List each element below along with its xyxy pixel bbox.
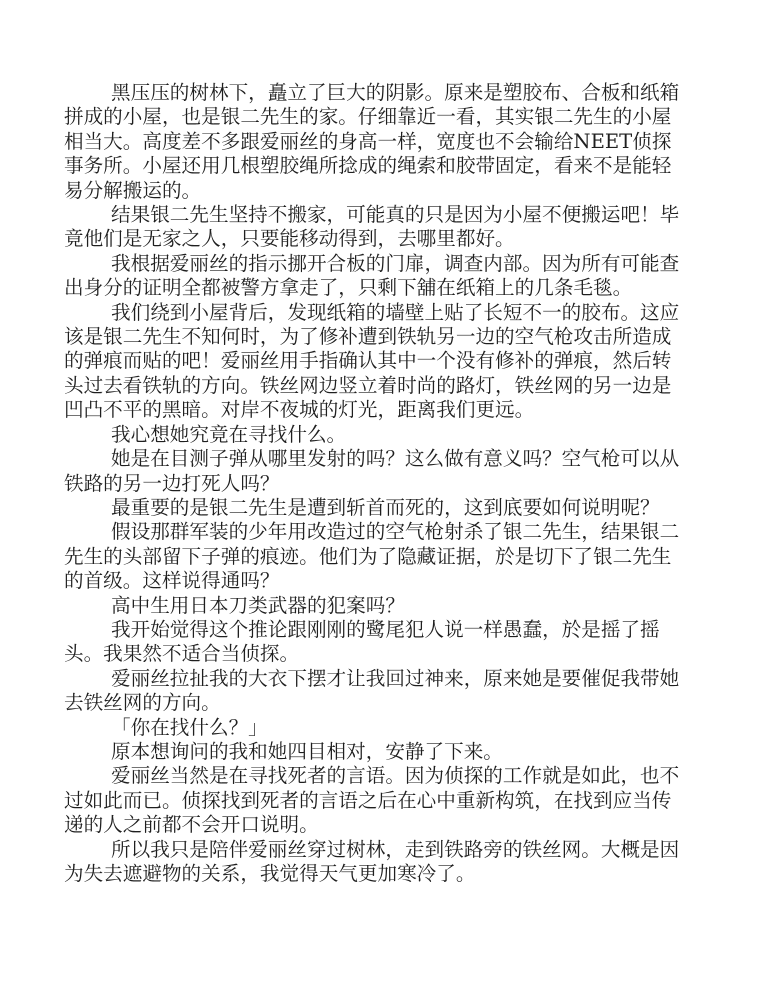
- paragraph: 我根据爱丽丝的指示挪开合板的门扉，调查内部。因为所有可能查出身分的证明全都被警方拿走了，只剩下舖在纸箱上的几条毛毯。: [64, 251, 680, 300]
- paragraph: 所以我只是陪伴爱丽丝穿过树林，走到铁路旁的铁丝网。大概是因为失去遮避物的关系，我觉得天气更加寒冷了。: [64, 837, 680, 885]
- paragraph: 「你在找什么？」: [111, 715, 268, 739]
- paragraph: 我开始觉得这个推论跟刚刚的鹭尾犯人说一样愚蠢，於是摇了摇头。我果然不适合当侦探。: [64, 617, 660, 666]
- paragraph: 结果银二先生坚持不搬家，可能真的只是因为小屋不便搬运吧！毕竟他们是无家之人，只要能移动得到，去哪里都好。: [64, 203, 680, 251]
- paragraph: 最重要的是银二先生是遭到斩首而死的，这到底要如何说明呢？: [111, 495, 660, 519]
- paragraph: 她是在目测子弹从哪里发射的吗？这么做有意义吗？空气枪可以从铁路的另一边打死人吗？: [64, 447, 680, 495]
- text-column: [64, 81, 681, 886]
- paragraph: 爱丽丝拉扯我的大衣下摆才让我回过神来，原来她是要催促我带她去铁丝网的方向。: [64, 666, 680, 715]
- paragraph: 假设那群军装的少年用改造过的空气枪射杀了银二先生，结果银二先生的头部留下子弹的痕迹。他们为了隐藏证据，於是切下了银二先生的首级。这样说得通吗？: [64, 520, 680, 593]
- paragraph: 原本想询问的我和她四目相对，安静了下来。: [111, 739, 503, 763]
- paragraph: 爱丽丝当然是在寻找死者的言语。因为侦探的工作就是如此，也不过如此而已。侦探找到死者的言语之后在心中重新构筑，在找到应当传递的人之前都不会开口说明。: [64, 764, 680, 837]
- paragraph: 高中生用日本刀类武器的犯案吗？: [111, 593, 405, 617]
- paragraph: 我们绕到小屋背后，发现纸箱的墙壁上贴了长短不一的胶布。这应该是银二先生不知何时，为了修补遭到铁轨另一边的空气枪攻击所造成的弹痕而贴的吧！爱丽丝用手指确认其中一个没有修补的弹痕，然后转头过去看铁轨的方向。铁丝网边竖立着时尚的路灯，铁丝网的另一边是凹凸不平的黑暗。对岸不夜城的灯光，距离我们更远。: [64, 300, 680, 422]
- paragraph: 黑压压的树林下，矗立了巨大的阴影。原来是塑胶布、合板和纸箱拼成的小屋，也是银二先生的家。仔细靠近一看，其实银二先生的小屋相当大。高度差不多跟爱丽丝的身高一样，宽度也不会输给NEET侦探事务所。小屋还用几根塑胶绳所捻成的绳索和胶带固定，看来不是能轻易分解搬运的。: [64, 81, 680, 202]
- paragraph: 我心想她究竟在寻找什么。: [111, 422, 347, 446]
